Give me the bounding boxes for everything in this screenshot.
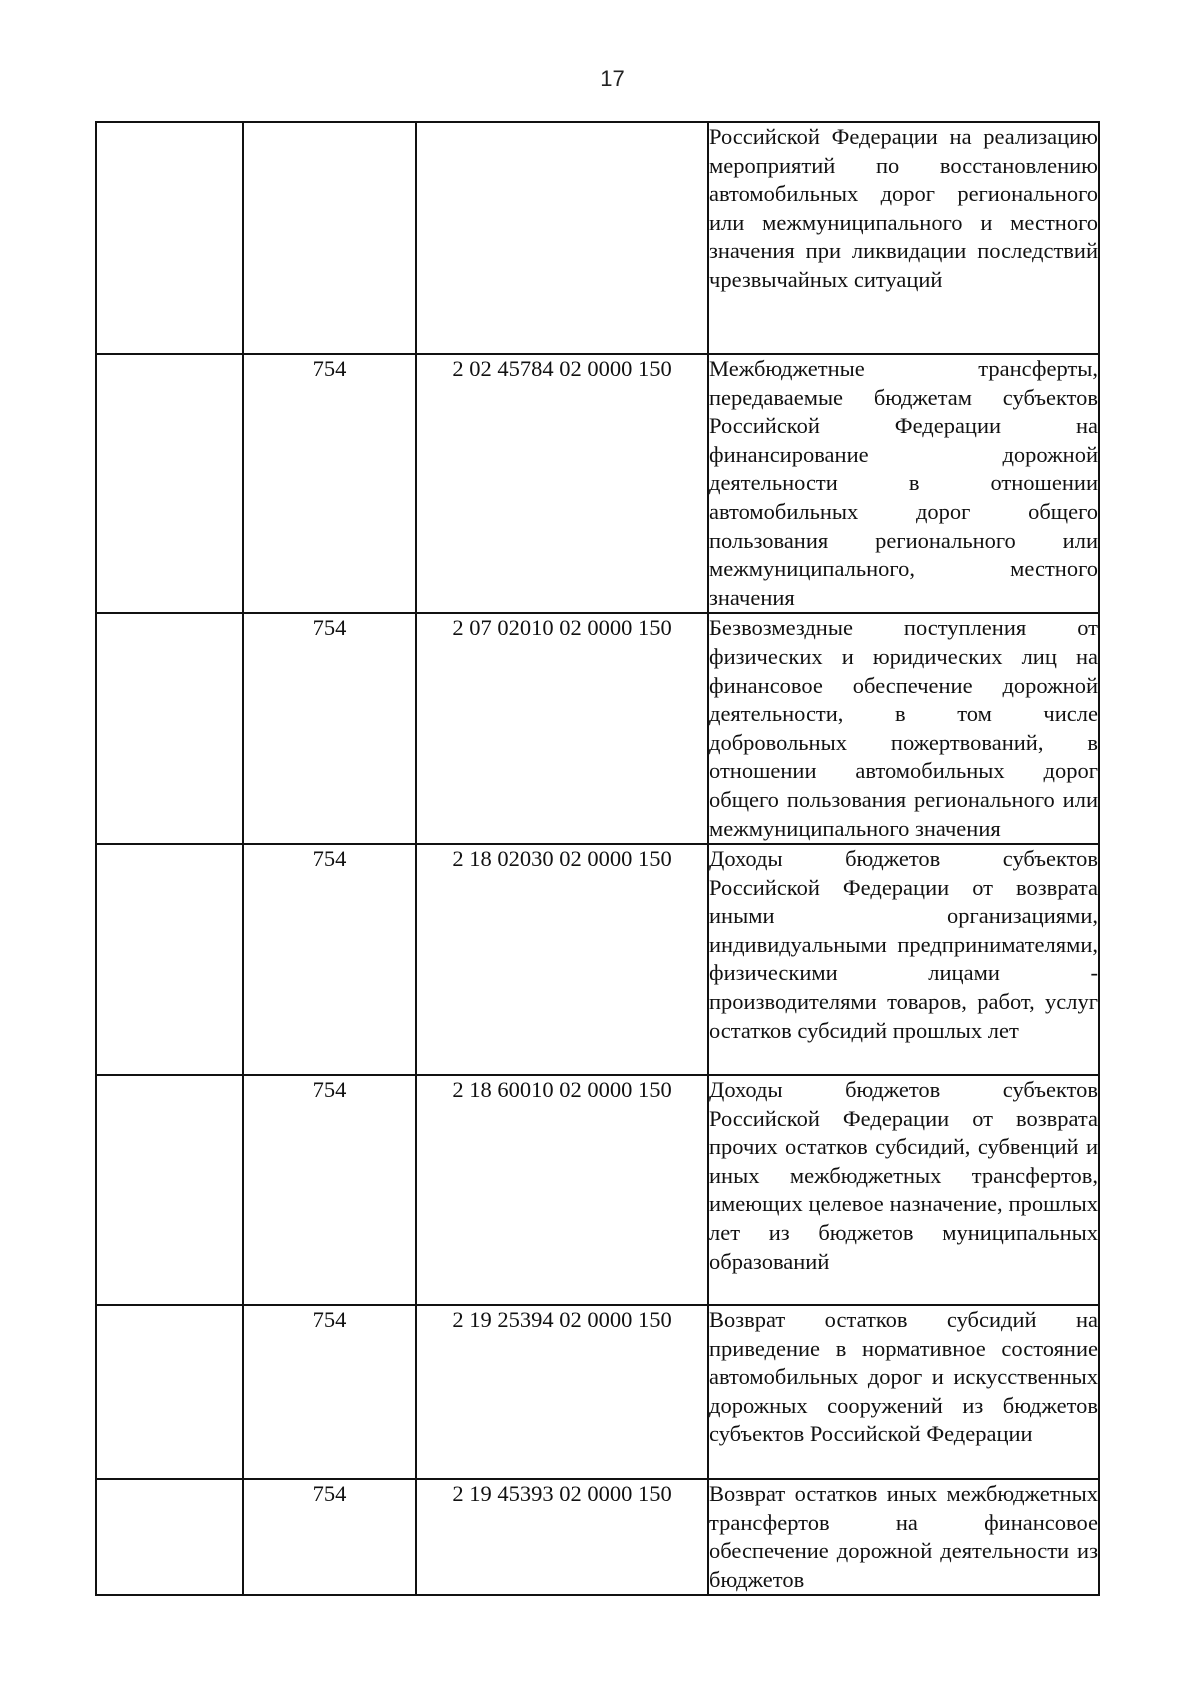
page-number: 17 <box>600 66 625 91</box>
table-cell-description: Доходы бюджетов субъектов Российской Федерации от возврата иными организациями, индивидуальными предпринимателями, физическими лицами - производителями товаров, работ, услуг остатков субсидий прошлых лет <box>708 844 1099 1075</box>
table-cell-admin-code: 754 <box>243 1479 416 1595</box>
table-cell-income-code: 2 02 45784 02 0000 150 <box>416 354 708 613</box>
table-cell-description: Российской Федерации на реализацию мероприятий по восстановлению автомобильных дорог регионального или межмуниципального и местного значения при ликвидации последствий чрезвычайных ситуаций <box>708 122 1099 354</box>
table-cell-income-code: 2 19 25394 02 0000 150 <box>416 1305 708 1479</box>
table-row <box>96 1479 1099 1595</box>
table-cell-blank <box>96 844 243 1075</box>
table-cell-blank <box>96 613 243 844</box>
table-cell-description: Межбюджетные трансферты, передаваемые бюджетам субъектов Российской Федерации на финансирование дорожной деятельности в отношении автомобильных дорог общего пользования регионального или межмуниципального, местного значения <box>708 354 1099 613</box>
table-cell-admin-code: 754 <box>243 354 416 613</box>
table-cell-blank <box>96 1479 243 1595</box>
revenue-codes-table <box>95 121 1100 1596</box>
table-cell-admin-code: 754 <box>243 613 416 844</box>
table-cell-income-code: 2 18 60010 02 0000 150 <box>416 1075 708 1305</box>
table-row <box>96 844 1099 1075</box>
table-row <box>96 1305 1099 1479</box>
table-cell-description: Доходы бюджетов субъектов Российской Федерации от возврата прочих остатков субсидий, субвенций и иных межбюджетных трансфертов, имеющих целевое назначение, прошлых лет из бюджетов муниципальных образований <box>708 1075 1099 1305</box>
table-cell-admin-code: 754 <box>243 844 416 1075</box>
table-cell-description: Возврат остатков иных межбюджетных трансфертов на финансовое обеспечение дорожной деятельности из бюджетов <box>708 1479 1099 1595</box>
table-row <box>96 354 1099 613</box>
table-row <box>96 122 1099 354</box>
table-cell-admin-code: 754 <box>243 1305 416 1479</box>
table-row <box>96 613 1099 844</box>
table-cell-blank <box>96 354 243 613</box>
table-cell-income-code: 2 07 02010 02 0000 150 <box>416 613 708 844</box>
table-cell-blank <box>96 1075 243 1305</box>
table-cell-description: Возврат остатков субсидий на приведение в нормативное состояние автомобильных дорог и искусственных дорожных сооружений из бюджетов субъектов Российской Федерации <box>708 1305 1099 1479</box>
table-cell-admin-code <box>243 122 416 354</box>
table-cell-income-code: 2 18 02030 02 0000 150 <box>416 844 708 1075</box>
table-cell-income-code: 2 19 45393 02 0000 150 <box>416 1479 708 1595</box>
table-cell-blank <box>96 1305 243 1479</box>
table-cell-admin-code: 754 <box>243 1075 416 1305</box>
table-cell-income-code <box>416 122 708 354</box>
table-cell-description: Безвозмездные поступления от физических и юридических лиц на финансовое обеспечение дорожной деятельности, в том числе добровольных пожертвований, в отношении автомобильных дорог общего пользования регионального или межмуниципального значения <box>708 613 1099 844</box>
table-cell-blank <box>96 122 243 354</box>
table-row <box>96 1075 1099 1305</box>
